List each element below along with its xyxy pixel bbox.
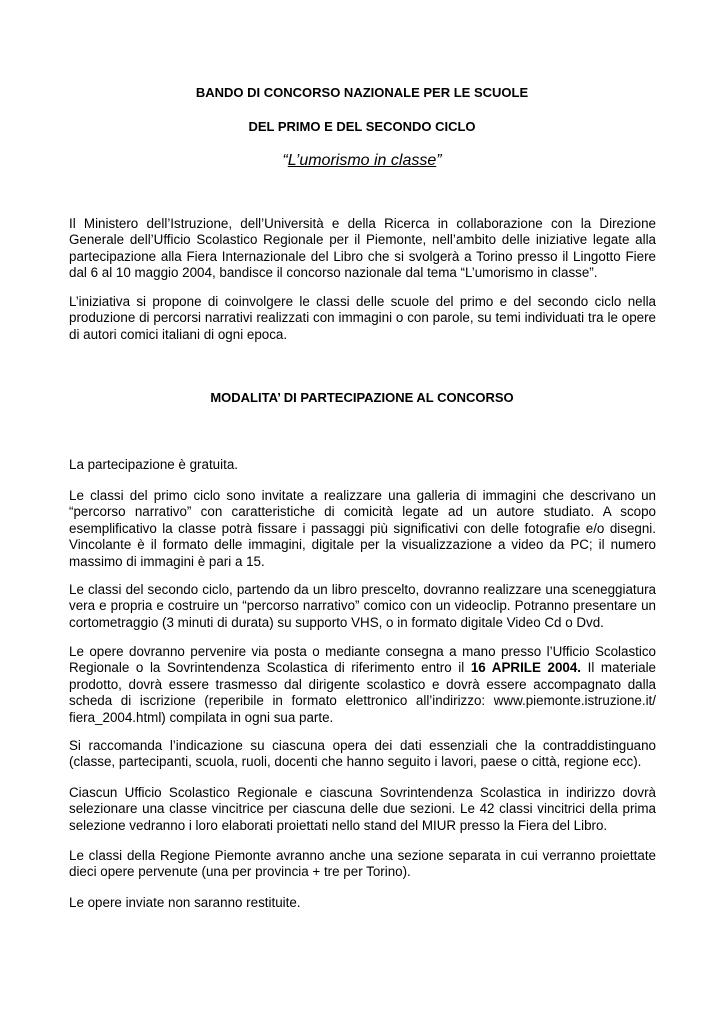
intro-paragraph-2: L’iniziativa si propone di coinvolgere le classi delle scuole del primo e del secondo ciclo nella produzione di percorsi narrativi realizzati con immagini o con parole, su temi individuati tra le opere di autori comici italiani di ogni epoca. <box>69 294 656 342</box>
subtitle-text: L’umorismo in classe <box>287 152 437 169</box>
rule-submission <box>69 644 656 726</box>
subtitle-open-quote: “ <box>282 152 288 169</box>
rule-no-return: Le opere inviate non saranno restituite. <box>69 895 301 910</box>
rule-essential-data: Si raccomanda l’indicazione su ciascuna opera dei dati essenziali che la contraddistinguano (classe, partecipanti, scuola, ruoli, docenti che hanno seguito i lavori, paese o città, regione ecc). <box>69 738 656 770</box>
rule-piemonte-section: Le classi della Regione Piemonte avranno anche una sezione separata in cui verranno proiettate dieci opere pervenute (una per provincia + tre per Torino). <box>69 848 656 880</box>
submission-text-before: Le opere dovranno pervenire via posta o mediante consegna a mano presso l’Ufficio Scolastico Regionale o la Sovrintendenza Scolastica di riferimento entro il <box>69 644 656 676</box>
subtitle-close-quote: ” <box>436 152 442 169</box>
document-title-line1: BANDO DI CONCORSO NAZIONALE PER LE SCUOLE <box>195 85 529 100</box>
rule-selection: Ciascun Ufficio Scolastico Regionale e ciascuna Sovrintendenza Scolastica in indirizzo dovrà selezionare una classe vincitrice per ciascuna delle due sezioni. Le 42 classi vincitrici della prima selezione vedranno i loro elaborati proiettati nello stand del MIUR presso la Fiera del Libro. <box>69 785 656 833</box>
submission-deadline: 16 APRILE 2004. <box>470 660 582 676</box>
intro-paragraph-1: Il Ministero dell’Istruzione, dell’Università e della Ricerca in collaborazione con la Direzione Generale dell’Ufficio Scolastico Regionale per il Piemonte, nell’ambito delle iniziative legate alla partecipazione alla Fiera Internazionale del Libro che si svolgerà a Torino presso il Lingotto Fiere dal 6 al 10 maggio 2004, bandisce il concorso nazionale dal tema “L’umorismo in classe”. <box>69 216 656 281</box>
rule-second-cycle: Le classi del secondo ciclo, partendo da un libro prescelto, dovranno realizzare una sceneggiatura vera e propria e costruire un “percorso narrativo” comico con un videoclip. Potranno presentare un cortometraggio (3 minuti di durata) su supporto VHS, o in formato digitale Video Cd o Dvd. <box>69 582 656 630</box>
document-subtitle <box>0 151 724 170</box>
rule-first-cycle: Le classi del primo ciclo sono invitate a realizzare una galleria di immagini che descrivano un “percorso narrativo” con caratteristiche di comicità legate ad un autore studiato. A scopo esemplificativo la classe potrà fissare i passaggi più significativi con delle fotografie e/o disegni. Vincolante è il formato delle immagini, digitale per la visualizzazione a video da PC; il numero massimo di immagini è pari a 15. <box>69 488 656 569</box>
section-heading: MODALITA’ DI PARTECIPAZIONE AL CONCORSO <box>210 390 514 405</box>
rule-free-participation: La partecipazione è gratuita. <box>69 457 238 472</box>
submission-text-after: Il materiale prodotto, dovrà essere trasmesso dal dirigente scolastico e dovrà essere accompagnato dalla scheda di iscrizione (reperibile in formato elettronico all’indirizzo: www.piemonte.istruzione.it/ fiera_2004.html) compilata in ogni sua parte. <box>69 660 656 725</box>
document-title-line2: DEL PRIMO E DEL SECONDO CICLO <box>248 119 476 134</box>
